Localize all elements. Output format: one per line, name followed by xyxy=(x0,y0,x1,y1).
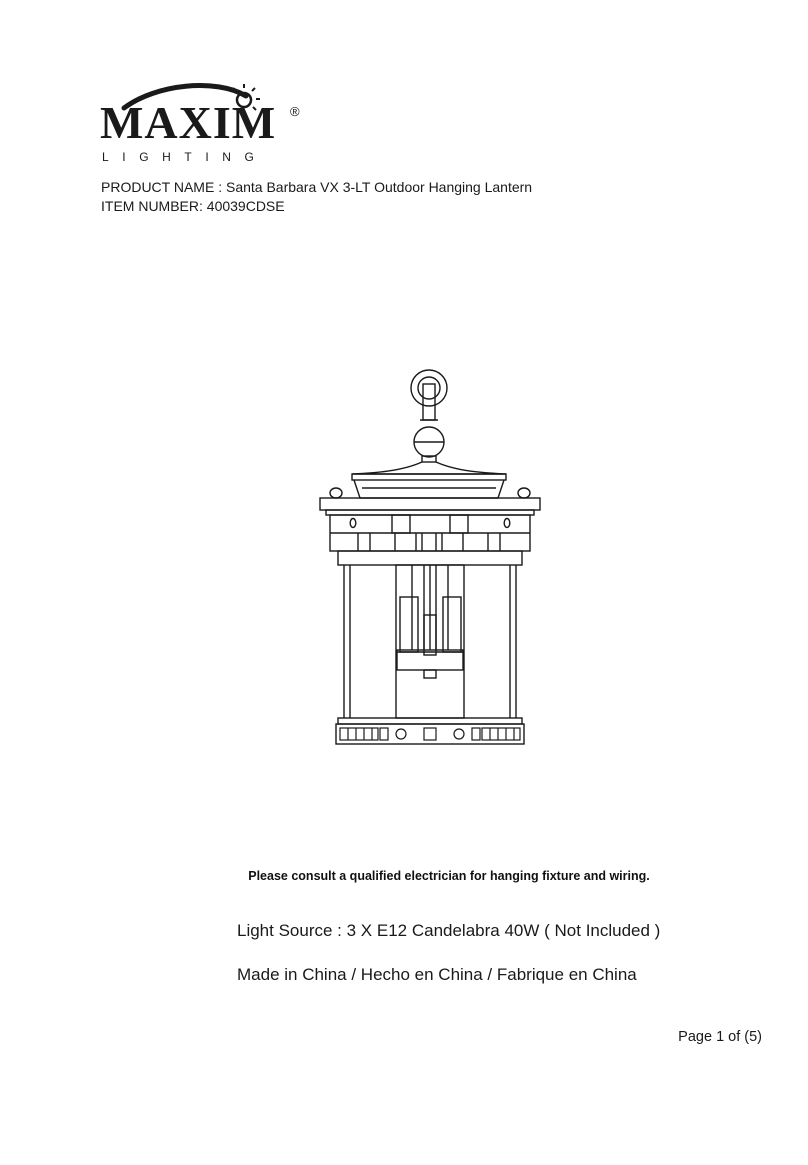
page-number: Page 1 of (5) xyxy=(678,1029,762,1045)
logo-subtitle: LIGHTING xyxy=(102,150,268,164)
logo-wordmark: MAXIM xyxy=(100,97,277,148)
country-of-origin: Made in China / Hecho en China / Fabrique en China xyxy=(237,965,637,984)
registered-mark: ® xyxy=(290,104,300,119)
maxim-lighting-logo xyxy=(96,78,316,168)
light-source-spec: Light Source : 3 X E12 Candelabra 40W ( Not Included ) xyxy=(237,921,661,940)
electrician-warning: Please consult a qualified electrician for hanging fixture and wiring. xyxy=(248,869,650,883)
product-name: PRODUCT NAME : Santa Barbara VX 3-LT Outdoor Hanging Lantern xyxy=(101,179,533,195)
hanging-lantern-illustration xyxy=(300,360,560,750)
item-number: ITEM NUMBER: 40039CDSE xyxy=(101,198,285,214)
product-info xyxy=(101,178,532,216)
